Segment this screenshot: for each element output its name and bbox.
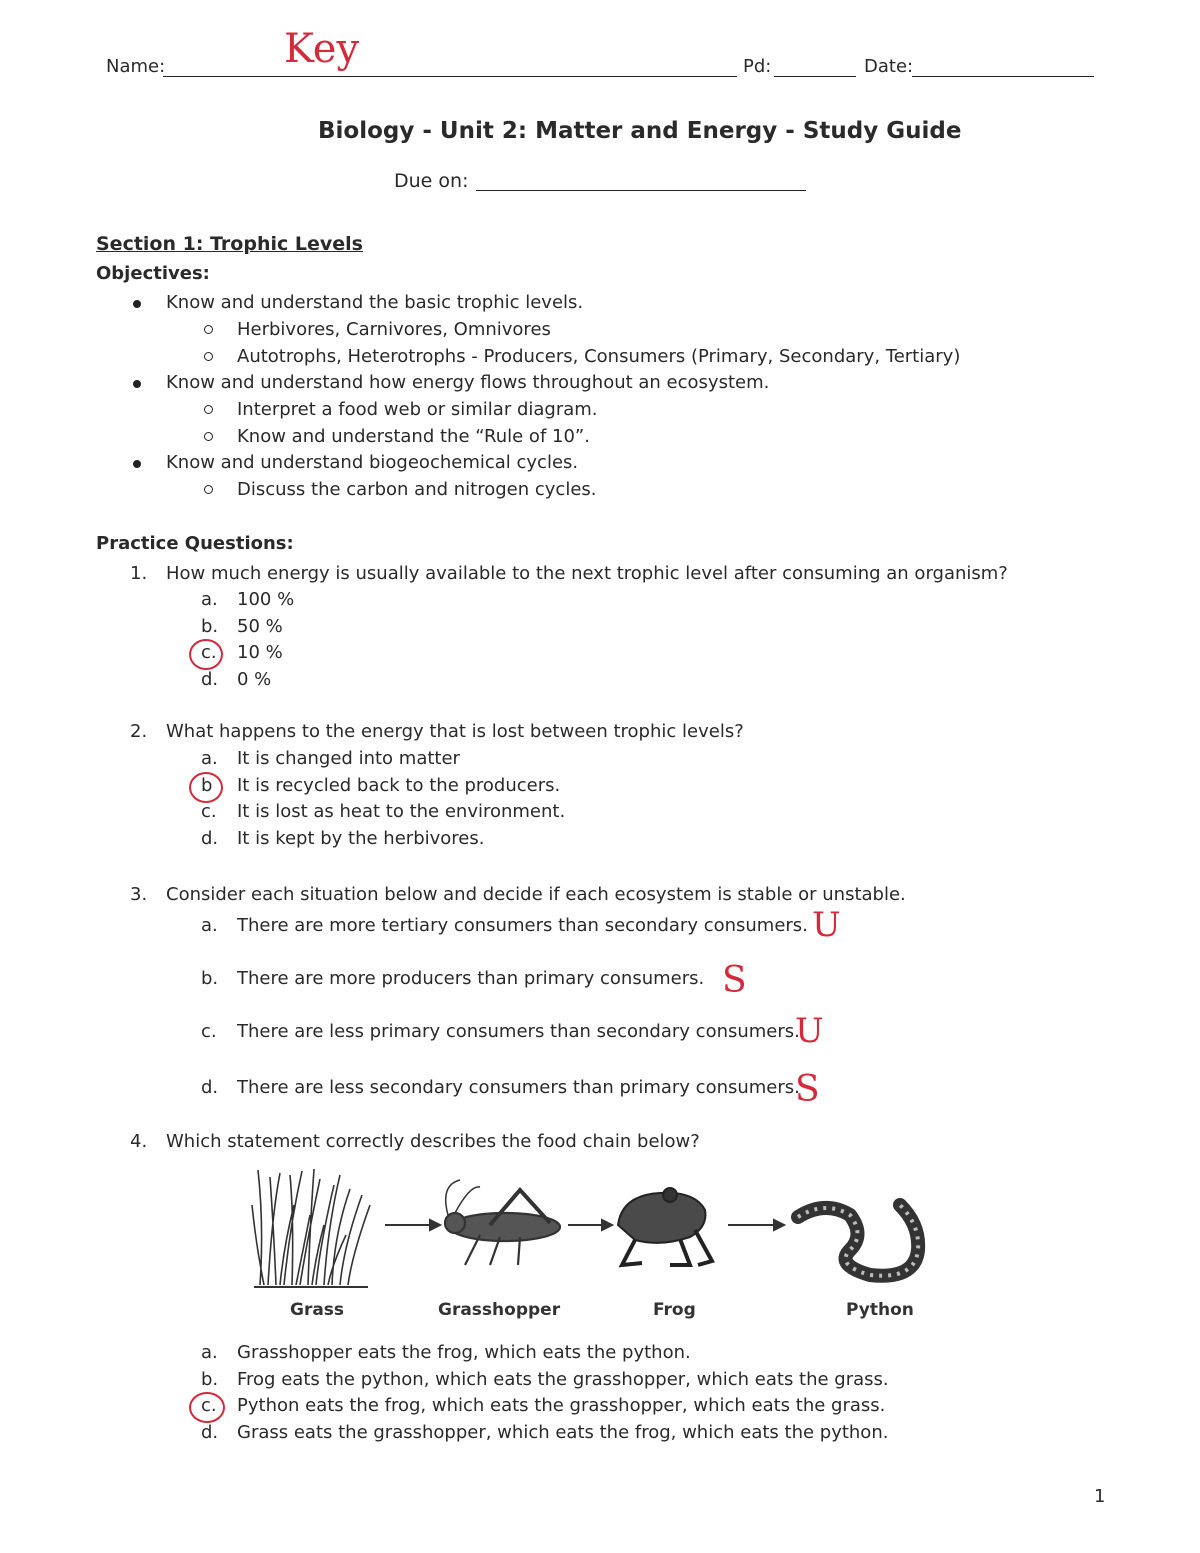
option-letter: c.: [201, 1395, 217, 1416]
option-text: There are more tertiary consumers than secondary consumers.: [237, 915, 808, 936]
option-letter: d.: [201, 1422, 219, 1443]
option-letter: c.: [201, 642, 217, 663]
question-2-text: What happens to the energy that is lost between trophic levels?: [166, 721, 744, 742]
option-letter-circled: b: [201, 775, 213, 796]
answer-mark: U: [812, 905, 841, 945]
date-label: Date:: [864, 56, 914, 77]
option-text: 100 %: [237, 589, 295, 610]
objectives-label: Objectives:: [96, 263, 210, 284]
practice-label: Practice Questions:: [96, 533, 294, 554]
chain-label-python: Python: [846, 1300, 914, 1320]
sub-bullet-icon: [204, 432, 213, 441]
option-text: 50 %: [237, 616, 283, 637]
answer-circle-icon: [189, 1392, 225, 1423]
question-3-text: Consider each situation below and decide if each ecosystem is stable or unstable.: [166, 884, 906, 905]
bullet-icon: [133, 460, 141, 468]
option-letter: a.: [201, 1342, 218, 1363]
objective-1-sub-2: Autotrophs, Heterotrophs - Producers, Consumers (Primary, Secondary, Tertiary): [237, 346, 961, 367]
answer-mark: S: [795, 1069, 820, 1110]
objective-2-sub-2: Know and understand the “Rule of 10”.: [237, 426, 590, 447]
page-title: Biology - Unit 2: Matter and Energy - Study Guide: [318, 118, 962, 144]
chain-label-frog: Frog: [653, 1300, 696, 1320]
question-number: 1.: [130, 563, 148, 584]
option-letter: a.: [201, 915, 218, 936]
option-letter: c.: [201, 1021, 217, 1042]
option-text: There are more producers than primary consumers.: [237, 968, 705, 989]
option-letter: d.: [201, 669, 219, 690]
option-letter: a.: [201, 748, 218, 769]
pd-label: Pd:: [743, 56, 772, 77]
option-letter: b.: [201, 968, 219, 989]
arrow-icon: [568, 1220, 612, 1230]
objective-3-sub-1: Discuss the carbon and nitrogen cycles.: [237, 479, 597, 500]
option-text: There are less secondary consumers than primary consumers.: [237, 1077, 800, 1098]
chain-label-grasshopper: Grasshopper: [438, 1300, 561, 1320]
grasshopper-icon: [445, 1180, 560, 1265]
answer-mark: U: [795, 1011, 824, 1051]
question-1-text: How much energy is usually available to the next trophic level after consuming an organism?: [166, 563, 1008, 584]
option-text: Grass eats the grasshopper, which eats the frog, which eats the python.: [237, 1422, 889, 1443]
grass-icon: [252, 1169, 370, 1287]
name-line[interactable]: [163, 76, 737, 77]
chain-label-grass: Grass: [290, 1300, 345, 1320]
frog-icon: [618, 1188, 712, 1265]
sub-bullet-icon: [204, 352, 213, 361]
question-4-text: Which statement correctly describes the food chain below?: [166, 1131, 700, 1152]
option-letter: d.: [201, 828, 219, 849]
question-number: 2.: [130, 721, 148, 742]
option-letter: b.: [201, 1369, 219, 1390]
food-chain-illustration: [250, 1165, 930, 1295]
answer-circle-icon: [189, 639, 223, 670]
bullet-icon: [133, 300, 141, 308]
answer-circle-icon: [189, 772, 223, 803]
sub-bullet-icon: [204, 325, 213, 334]
answer-mark: S: [722, 960, 747, 1001]
objective-2-sub-1: Interpret a food web or similar diagram.: [237, 399, 598, 420]
date-line[interactable]: [912, 76, 1094, 77]
option-text: There are less primary consumers than secondary consumers.: [237, 1021, 800, 1042]
option-text: Python eats the frog, which eats the grasshopper, which eats the grass.: [237, 1395, 886, 1416]
objective-1: Know and understand the basic trophic levels.: [166, 292, 584, 313]
pd-line[interactable]: [774, 76, 856, 77]
option-text: 0 %: [237, 669, 272, 690]
objective-2: Know and understand how energy flows throughout an ecosystem.: [166, 372, 770, 393]
due-label: Due on:: [394, 170, 469, 192]
question-number: 4.: [130, 1131, 148, 1152]
option-text: It is kept by the herbivores.: [237, 828, 485, 849]
bullet-icon: [133, 380, 141, 388]
objective-3: Know and understand biogeochemical cycles.: [166, 452, 579, 473]
option-text: Frog eats the python, which eats the grasshopper, which eats the grass.: [237, 1369, 889, 1390]
sub-bullet-icon: [204, 485, 213, 494]
option-text: It is lost as heat to the environment.: [237, 801, 566, 822]
option-text: Grasshopper eats the frog, which eats the python.: [237, 1342, 691, 1363]
option-text: 10 %: [237, 642, 283, 663]
page-number: 1: [1094, 1486, 1106, 1507]
option-text: It is recycled back to the producers.: [237, 775, 561, 796]
sub-bullet-icon: [204, 405, 213, 414]
arrow-icon: [728, 1220, 784, 1230]
option-text: It is changed into matter: [237, 748, 460, 769]
question-number: 3.: [130, 884, 148, 905]
objective-1-sub-1: Herbivores, Carnivores, Omnivores: [237, 319, 551, 340]
due-line[interactable]: [476, 190, 806, 191]
option-letter: c.: [201, 801, 217, 822]
option-letter: d.: [201, 1077, 219, 1098]
name-label: Name:: [106, 56, 166, 77]
option-letter: b.: [201, 616, 219, 637]
arrow-icon: [385, 1220, 440, 1230]
section-heading: Section 1: Trophic Levels: [96, 233, 363, 255]
name-answer: Key: [284, 26, 360, 72]
option-letter: a.: [201, 589, 218, 610]
